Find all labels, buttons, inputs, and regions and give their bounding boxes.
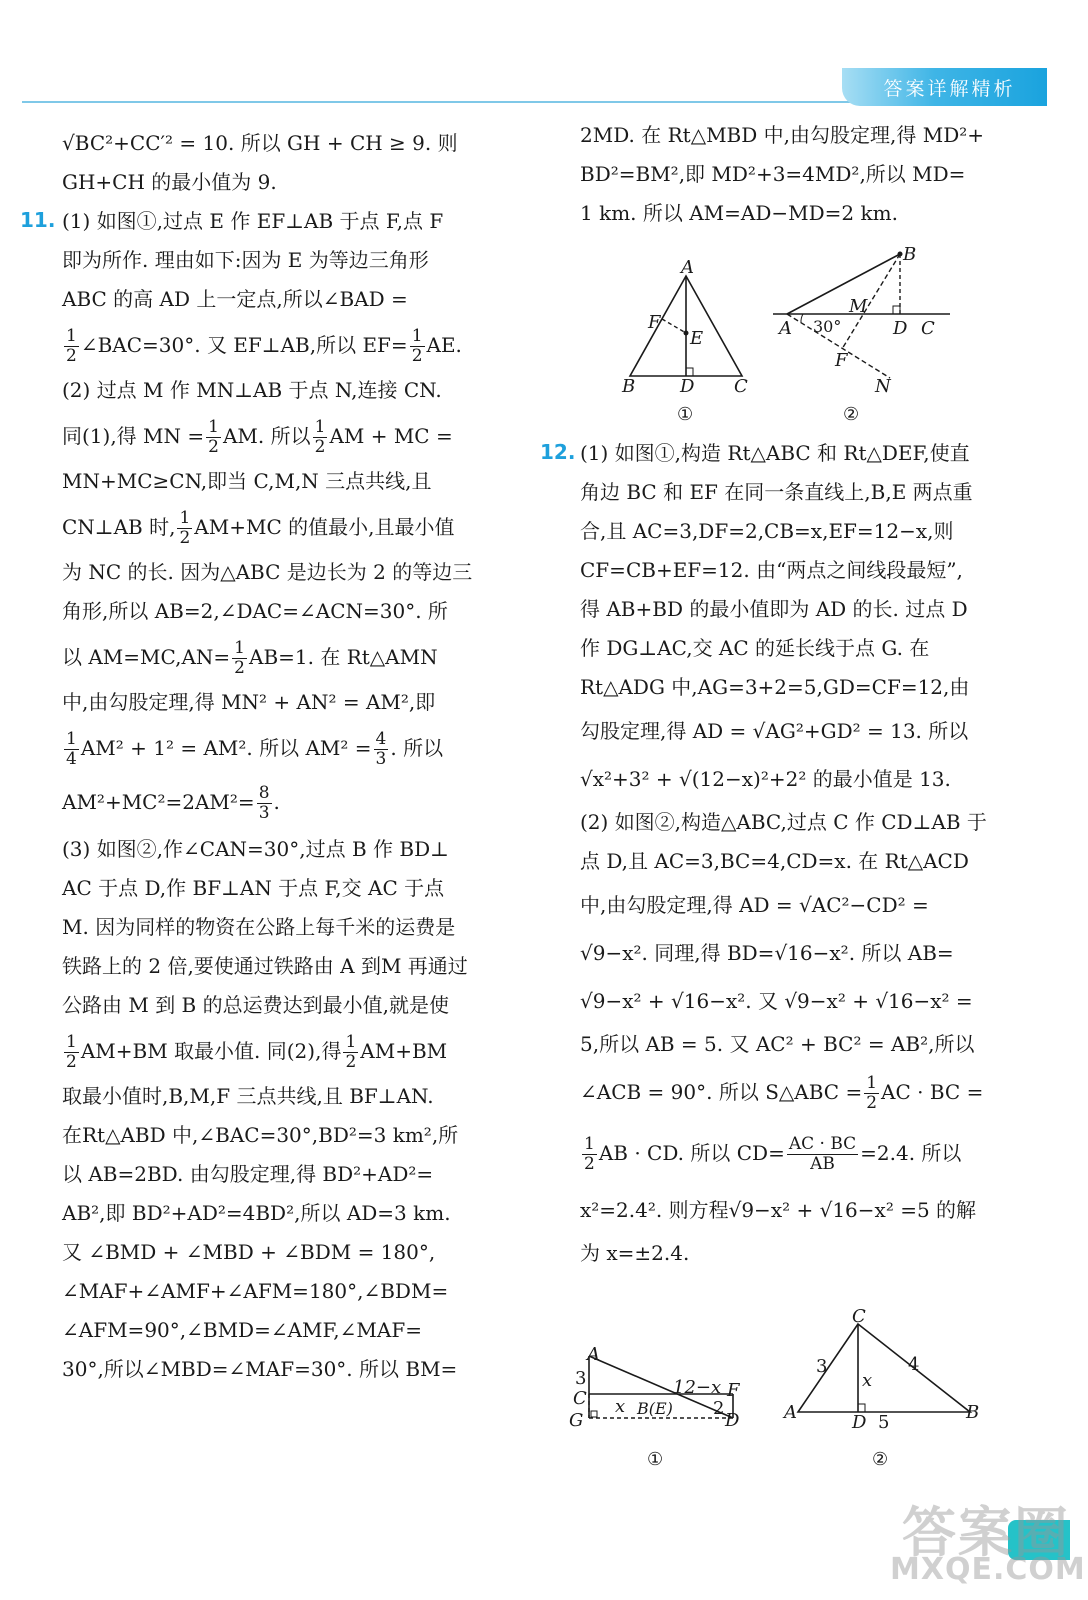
text-line: 在Rt△ABD 中,∠BAC=30°,BD²=3 km²,所 — [62, 1123, 459, 1147]
fig-label: C — [921, 318, 935, 339]
figure-right-triangle — [780, 1308, 990, 1480]
watermark: 答案圈 MXQE.COM — [890, 1501, 1086, 1587]
fig-label: B — [903, 244, 917, 265]
fig-label: 4 — [908, 1354, 920, 1375]
text-line: $\frac{1}{2}$ AB · CD. 所以 CD= $\frac{AC \cdot BC}{AB}$ =2.4. 所以 — [584, 1134, 962, 1174]
fraction: $\frac{1}{2}$ — [66, 1032, 77, 1072]
text-line: ∠AFM=90°,∠BMD=∠AMF,∠MAF= — [62, 1318, 422, 1342]
fig-label: C — [734, 376, 748, 397]
text-line: $\frac{1}{4}$ AM² + 1² = AM². 所以 AM² = $\frac{4}{3}$ . 所以 — [66, 729, 444, 769]
header-tab: 答案详解精析 — [842, 68, 1047, 106]
fig-caption: ② — [872, 1449, 889, 1470]
text-line: 30°,所以∠MBD=∠MAF=30°. 所以 BM= — [62, 1357, 458, 1381]
fig-label: x — [615, 1396, 626, 1417]
text-line: 2MD. 在 Rt△MBD 中,由勾股定理,得 MD²+ — [580, 123, 985, 147]
text-line: $\frac{1}{2}$ AM+BM 取最小值. 同(2),得 $\frac{1}{2}$ AM+BM — [66, 1032, 448, 1072]
text-line: BD²=BM²,即 MD²+3=4MD²,所以 MD= — [580, 162, 966, 186]
text-line: (3) 如图②,作∠CAN=30°,过点 B 作 BD⊥ — [62, 837, 449, 861]
fig-label: B — [966, 1402, 980, 1423]
text-line: x²=2.4². 则方程√9−x² + √16−x² =5 的解 — [580, 1198, 977, 1222]
fig-label: A — [784, 1402, 797, 1423]
problem-number-12: 12. — [540, 440, 576, 464]
text-line: ABC 的高 AD 上一定点,所以∠BAD = — [62, 287, 408, 311]
fig-label: M — [849, 296, 868, 317]
fraction: $\frac{1}{2}$ — [179, 508, 191, 548]
text-line: √BC²+CC′² = 10. 所以 GH + CH ≥ 9. 则 — [62, 131, 458, 155]
fig-label: D — [680, 376, 695, 397]
fig-caption: ① — [647, 1449, 664, 1470]
text-line: √9−x² + √16−x². 又 √9−x² + √16−x² = — [580, 989, 973, 1013]
fraction: $\frac{1}{2}$ — [584, 1134, 595, 1174]
fraction: $\frac{1}{2}$ — [314, 417, 326, 457]
text-line: 中,由勾股定理,得 MN² + AN² = AM²,即 — [62, 690, 436, 714]
fig-label: N — [875, 376, 891, 397]
fig-label: 2 — [713, 1398, 725, 1419]
text-line: 点 D,且 AC=3,BC=4,CD=x. 在 Rt△ACD — [580, 849, 969, 873]
text-line: Rt△ADG 中,AG=3+2=5,GD=CF=12,由 — [580, 675, 970, 699]
text-line: 即为所作. 理由如下:因为 E 为等边三角形 — [62, 248, 429, 272]
text-line: AB²,即 BD²+AD²=4BD²,所以 AD=3 km. — [62, 1201, 451, 1225]
text-line: ∠MAF+∠AMF+∠AFM=180°,∠BDM= — [62, 1279, 449, 1303]
text-line: 角形,所以 AB=2,∠DAC=∠ACN=30°. 所 — [62, 599, 448, 623]
text-line: 取最小值时,B,M,F 三点共线,且 BF⊥AN. — [62, 1084, 434, 1108]
fraction: $\frac{1}{2}$ — [866, 1073, 878, 1113]
fraction: $\frac{1}{2}$ — [234, 638, 245, 678]
fig-label: F — [727, 1380, 740, 1401]
fig-label: B(E) — [637, 1399, 673, 1418]
fig-label: D — [852, 1412, 867, 1433]
fig-label: C — [852, 1308, 866, 1327]
figure-railway-road — [765, 242, 955, 428]
fig-label: G — [569, 1410, 584, 1431]
text-line: 合,且 AC=3,DF=2,CB=x,EF=12−x,则 — [580, 519, 954, 543]
text-line: CF=CB+EF=12. 由“两点之间线段最短”, — [580, 558, 963, 582]
fig-label: D — [725, 1410, 740, 1431]
text-line: (2) 过点 M 作 MN⊥AB 于点 N,连接 CN. — [62, 378, 442, 402]
problem-number-11: 11. — [20, 208, 56, 232]
fig-label: A — [681, 258, 694, 278]
text-line: (1) 如图①,过点 E 作 EF⊥AB 于点 F,点 F — [62, 209, 444, 233]
fig-label: A — [587, 1344, 600, 1365]
text-line: AM²+MC²=2AM²= $\frac{8}{3}$ . — [62, 783, 280, 823]
text-line: M. 因为同样的物资在公路上每千米的运费是 — [62, 915, 456, 939]
left-column — [62, 124, 502, 1389]
fig-label: D — [893, 318, 908, 339]
fig-label: 3 — [816, 1356, 828, 1377]
right-column-top — [580, 116, 1018, 233]
text-line: 角边 BC 和 EF 在同一条直线上,B,E 两点重 — [580, 480, 973, 504]
text-line: √x²+3² + √(12−x)²+2² 的最小值是 13. — [580, 767, 951, 791]
figure-equilateral-triangle — [600, 258, 780, 428]
fraction: $\frac{1}{2}$ — [208, 417, 219, 457]
text-line: 中,由勾股定理,得 AD = √AC²−CD² = — [580, 893, 929, 917]
fig-label: 12−x — [673, 1377, 722, 1398]
figure-rectangle-construction — [565, 1340, 755, 1480]
text-line: 铁路上的 2 倍,要使通过铁路由 A 到M 再通过 — [62, 954, 468, 978]
text-line: (1) 如图①,构造 Rt△ABC 和 Rt△DEF,使直 — [580, 441, 970, 465]
fraction: $\frac{1}{2}$ — [66, 326, 77, 366]
header-rule — [22, 101, 852, 103]
text-line: $\frac{1}{2}$ ∠BAC=30°. 又 EF⊥AB,所以 EF= $\frac{1}{2}$ AE. — [66, 326, 462, 366]
text-line: 又 ∠BMD + ∠MBD + ∠BDM = 180°, — [62, 1240, 436, 1264]
text-line: 勾股定理,得 AD = √AG²+GD² = 13. 所以 — [580, 719, 969, 743]
fig-caption: ② — [843, 404, 860, 425]
fig-label: 5 — [878, 1412, 890, 1433]
text-line: ∠ACB = 90°. 所以 S△ABC = $\frac{1}{2}$ AC · BC = — [580, 1073, 984, 1113]
fraction: $\frac{1}{4}$ — [66, 729, 77, 769]
text-line: 同(1),得 MN = $\frac{1}{2}$ AM. 所以 $\frac{1}{2}$ AM + MC = — [62, 417, 453, 457]
fig-label: x — [862, 1370, 873, 1391]
text-line: √9−x². 同理,得 BD=√16−x². 所以 AB= — [580, 941, 954, 965]
text-line: GH+CH 的最小值为 9. — [62, 170, 277, 194]
text-line: 以 AB=2BD. 由勾股定理,得 BD²+AD²= — [62, 1162, 434, 1186]
right-column-bottom — [580, 434, 1018, 1273]
fig-label: F — [648, 312, 661, 333]
text-line: 公路由 M 到 B 的总运费达到最小值,就是使 — [62, 993, 449, 1017]
fig-label: E — [690, 328, 704, 349]
text-line: 为 x=±2.4. — [580, 1241, 690, 1265]
text-line: MN+MC≥CN,即当 C,M,N 三点共线,且 — [62, 469, 432, 493]
text-line: 1 km. 所以 AM=AD−MD=2 km. — [580, 201, 898, 225]
fraction: $\frac{4}{3}$ — [375, 729, 387, 769]
fraction: $\frac{1}{2}$ — [345, 1032, 357, 1072]
text-line: 为 NC 的长. 因为△ABC 是边长为 2 的等边三 — [62, 560, 473, 584]
text-line: 得 AB+BD 的最小值即为 AD 的长. 过点 D — [580, 597, 968, 621]
fig-label: 30° — [813, 317, 842, 336]
fig-label: C — [573, 1388, 587, 1409]
fig-label: B — [622, 376, 636, 397]
fig-label: F — [835, 350, 848, 371]
fraction: $\frac{8}{3}$ — [258, 783, 270, 823]
text-line: 作 DG⊥AC,交 AC 的延长线于点 G. 在 — [580, 636, 930, 660]
text-line: (2) 如图②,构造△ABC,过点 C 作 CD⊥AB 于 — [580, 810, 987, 834]
fig-caption: ① — [677, 404, 694, 425]
text-line: 5,所以 AB = 5. 又 AC² + BC² = AB²,所以 — [580, 1032, 975, 1056]
fig-label: A — [779, 318, 792, 339]
text-line: AC 于点 D,作 BF⊥AN 于点 F,交 AC 于点 — [62, 876, 445, 900]
text-line: 以 AM=MC,AN= $\frac{1}{2}$ AB=1. 在 Rt△AMN — [62, 638, 438, 678]
text-line: CN⊥AB 时, $\frac{1}{2}$ AM+MC 的值最小,且最小值 — [62, 508, 455, 548]
fraction-acbc: $\frac{AC \cdot BC}{AB}$ — [788, 1134, 857, 1174]
fig-label: 3 — [575, 1368, 587, 1389]
fraction: $\frac{1}{2}$ — [411, 326, 423, 366]
